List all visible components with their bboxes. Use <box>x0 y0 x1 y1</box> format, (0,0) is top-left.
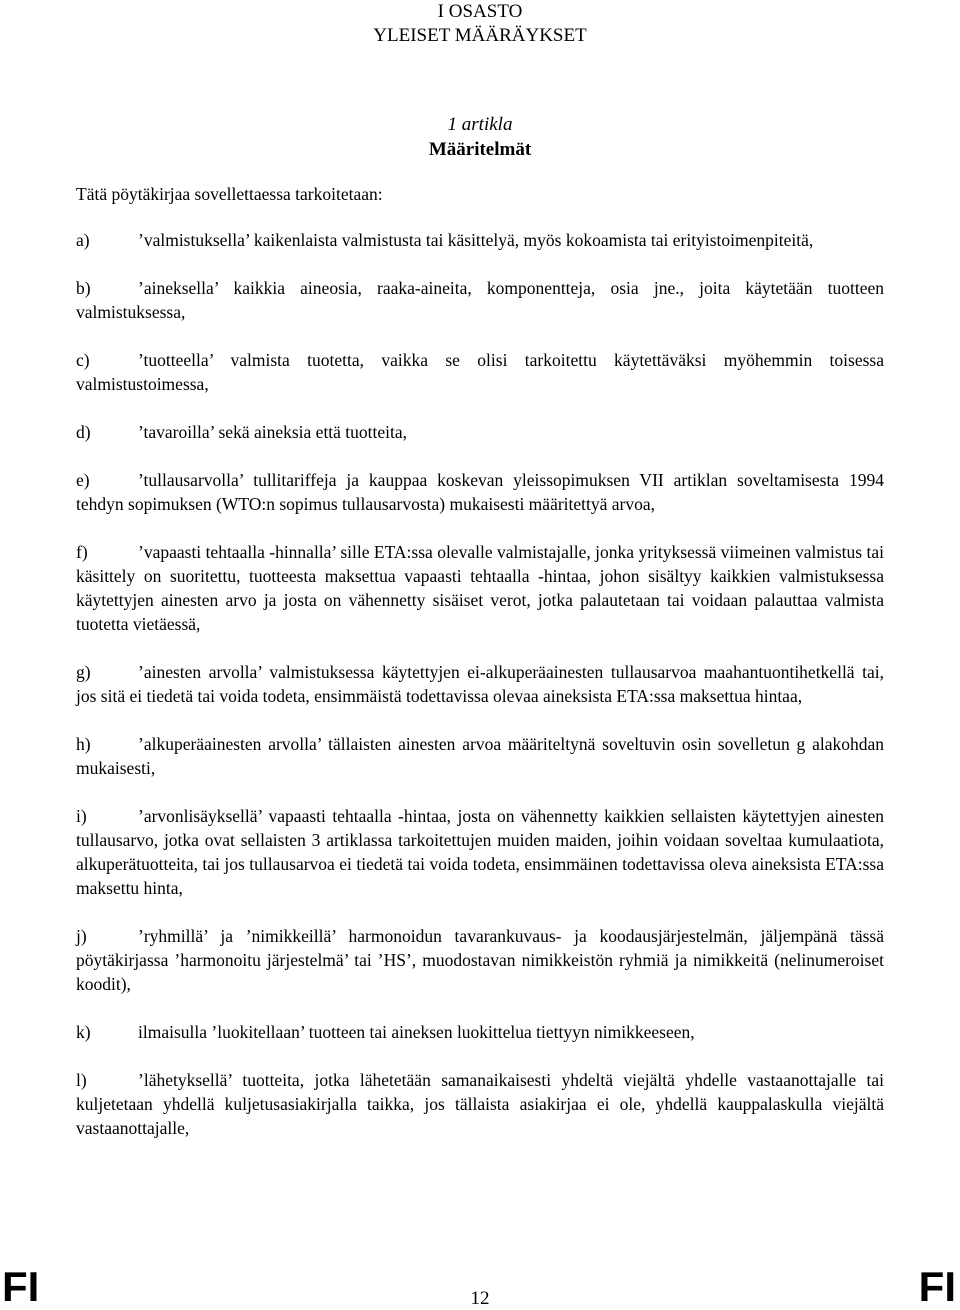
section-number: I OSASTO <box>437 1 523 22</box>
definition-item <box>76 1020 884 1044</box>
definition-letter: l) <box>76 1070 87 1090</box>
definition-item <box>76 1068 884 1140</box>
definition-item <box>76 540 884 636</box>
article-heading <box>0 112 960 162</box>
definition-text: ’arvonlisäyksellä’ vapaasti tehtaalla -hintaa, josta on vähennetty kaikkien sellaisten käytettyjen ainesten tullausarvo, jotka ovat sellaisten 3 artiklassa tarkoitettujen muiden maiden, joihin voidaan soveltaa kumulaatiota, alkuperätuotteita, tai jos tullausarvoa ei tiedetä tai voida todeta, ensimmäinen todettavissa oleva aineksista ETA:ssa maksettu hinta, <box>76 806 884 898</box>
definition-letter: f) <box>76 542 88 562</box>
definition-item <box>76 348 884 396</box>
definition-letter: e) <box>76 470 90 490</box>
definition-item <box>76 228 884 252</box>
definition-text: ’vapaasti tehtaalla -hinnalla’ sille ETA:ssa olevalle valmistajalle, jonka yrityksessä viimeinen valmistus tai käsittely on suoritettu, tuotteesta maksettua vapaasti tehtaalla -hintaa, johon sisältyy kaikkien valmistuksessa käytettyjen ainesten arvo ja josta on vähennetty sisäiset verot, jotka palautetaan tai voidaan palauttaa valmista tuotetta vietäessä, <box>76 542 884 634</box>
definition-letter: d) <box>76 422 91 442</box>
definition-text: ’ainesten arvolla’ valmistuksessa käytettyjen ei-alkuperäainesten tullausarvoa maahantuontihetkellä tai, jos sitä ei tiedetä tai voida todeta, ensimmäistä todettavissa olevaa aineksista ETA:ssa maksettua hintaa, <box>76 662 884 706</box>
definition-item <box>76 468 884 516</box>
definition-letter: b) <box>76 278 91 298</box>
definition-text: ’lähetyksellä’ tuotteita, jotka lähetetään samanaikaisesti yhdeltä viejältä yhdelle vastaanottajalle tai kuljetetaan yhdellä kuljetusasiakirjalla taikka, jos tällaista asiakirjaa ei ole, yhdellä kauppalaskulla viejältä vastaanottajalle, <box>76 1070 884 1138</box>
section-header <box>0 0 960 48</box>
definition-text: ’alkuperäainesten arvolla’ tällaisten ainesten arvoa määriteltynä soveltuvin osin sovelletun g alakohdan mukaisesti, <box>76 734 884 778</box>
definition-item <box>76 276 884 324</box>
definition-letter: a) <box>76 230 90 250</box>
definition-letter: i) <box>76 806 87 826</box>
definition-letter: g) <box>76 662 91 682</box>
footer-language-mark-left: FI <box>2 1263 40 1310</box>
definition-letter: c) <box>76 350 90 370</box>
definition-text: ’tavaroilla’ sekä aineksia että tuotteita, <box>138 422 408 442</box>
definition-text: ’tuotteella’ valmista tuotetta, vaikka se olisi tarkoitettu käytettäväksi myöhemmin toisessa valmistustoimessa, <box>76 350 884 394</box>
footer-language-mark-right: FI <box>918 1263 956 1310</box>
definition-text: ’tullausarvolla’ tullitariffeja ja kauppaa koskevan yleissopimuksen VII artiklan soveltamisesta 1994 tehdyn sopimuksen (WTO:n sopimus tullausarvosta) mukaisesti määritettyä arvoa, <box>76 470 884 514</box>
definition-text: ’ryhmillä’ ja ’nimikkeillä’ harmonoidun tavarankuvaus- ja koodausjärjestelmän, jäljempänä tässä pöytäkirjassa ’harmonoitu järjestelmä’ tai ’HS’, muodostavan nimikkeistön ryhmiä ja nimikkeitä (nelinumeroiset koodit), <box>76 926 884 994</box>
page-number: 12 <box>470 1288 490 1309</box>
definition-item <box>76 732 884 780</box>
section-title: YLEISET MÄÄRÄYKSET <box>373 25 587 46</box>
definition-item <box>76 420 884 444</box>
intro-paragraph: Tätä pöytäkirjaa sovellettaessa tarkoitetaan: <box>76 184 383 204</box>
document-body <box>76 182 884 1164</box>
definition-text: ilmaisulla ’luokitellaan’ tuotteen tai aineksen luokittelua tiettyyn nimikkeeseen, <box>138 1022 695 1042</box>
definition-letter: j) <box>76 926 87 946</box>
definition-text: ’valmistuksella’ kaikenlaista valmistusta tai käsittelyä, myös kokoamista tai erityistoimenpiteitä, <box>138 230 814 250</box>
definition-letter: h) <box>76 734 91 754</box>
definition-text: ’aineksella’ kaikkia aineosia, raaka-aineita, komponentteja, osia jne., joita käytetään tuotteen valmistuksessa, <box>76 278 884 322</box>
definition-item <box>76 660 884 708</box>
article-number: 1 artikla <box>447 114 513 135</box>
article-title: Määritelmät <box>428 139 532 160</box>
definition-letter: k) <box>76 1022 91 1042</box>
definition-item <box>76 804 884 900</box>
definition-item <box>76 924 884 996</box>
